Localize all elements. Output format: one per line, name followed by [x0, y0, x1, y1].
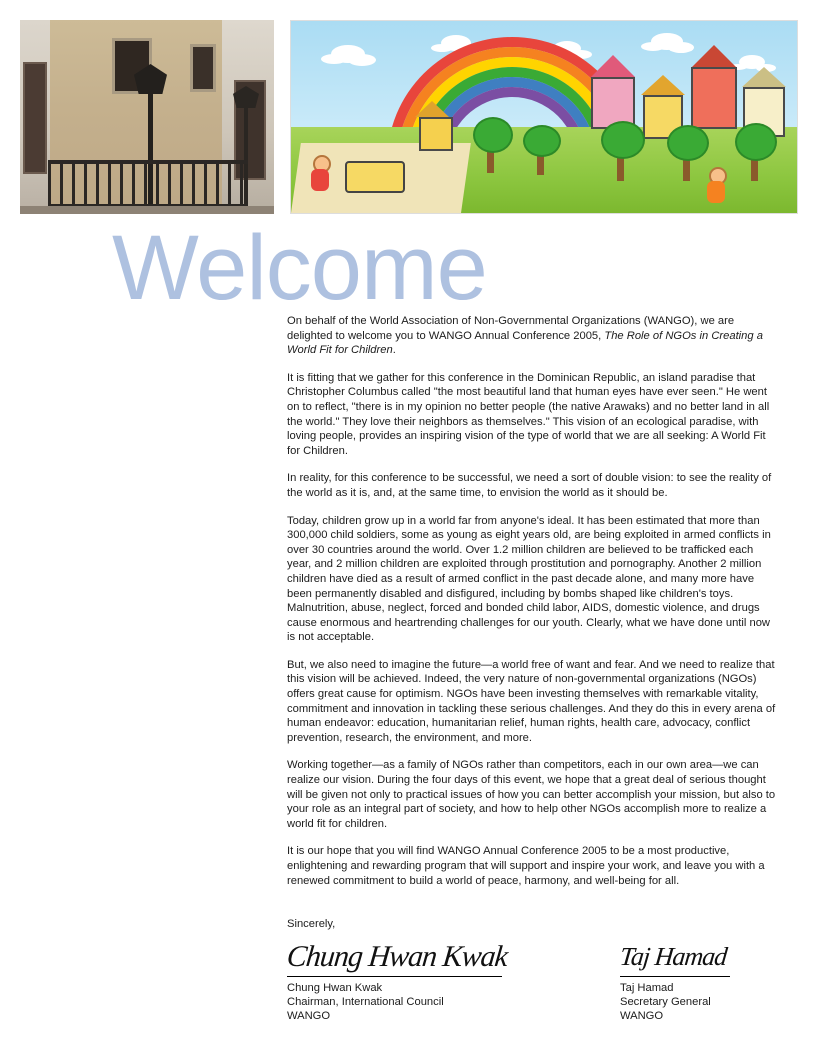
house-shape — [691, 67, 737, 129]
letter-body — [287, 314, 779, 901]
tree-icon — [601, 121, 645, 159]
signatory-organization: WANGO — [620, 1010, 664, 1022]
roof-shape — [591, 55, 635, 77]
roof-shape — [742, 67, 786, 87]
header-image-row — [20, 20, 798, 214]
signatory-organization: WANGO — [287, 1010, 331, 1022]
signature-rule — [620, 976, 730, 977]
roof-shape — [415, 101, 449, 117]
paragraph-4: Today, children grow up in a world far from anyone's ideal. It has been estimated that more than 300,000 child soldiers, some as young as eight years old, are being exploited in armed conflicts in over 30 countries around the world. Over 1.2 million children are believed to be trafficked each year, and 2 million children are exploited through prostitution and pornography. Another 2 million children have died as a result of armed conflict in the past decade alone, and many more have been permanently disabled and disfigured, including by bombs shaped like children's toys. Malnutrition, abuse, neglect, forced and bonded child labor, AIDS, domestic violence, and drugs cause enormous and heartrending challenges for our youth. Clearly, what we have done until now is not acceptable. — [287, 514, 771, 644]
paragraph-1-text: On behalf of the World Association of Non-Governmental Organizations (WANGO), we are delighted to welcome you to WANGO Annual Conference 2005, — [287, 315, 735, 342]
signature-block-secretary — [620, 940, 817, 1023]
signature-block-chairman — [287, 940, 517, 1023]
tree-icon — [735, 123, 777, 161]
signatory-name: Taj Hamad — [620, 982, 674, 994]
cloud-icon — [651, 33, 683, 50]
tree-icon — [473, 117, 513, 153]
signatory-role: Secretary General — [620, 996, 711, 1008]
page-title: Welcome — [112, 217, 487, 319]
photo-ground — [20, 206, 274, 214]
paragraph-3: In reality, for this conference to be successful, we need a sort of double vision: to see the reality of the world as it is, and, at the same time, to envision the world as it should be. — [287, 472, 772, 499]
paragraph-5: But, we also need to imagine the future—a world free of want and fear. And we need to realize that this vision will be achieved. Indeed, the very nature of non-governmental organizations (NGOs) offers great cause for optimism. NGOs have been investing themselves with remarkable vitality, commitment and innovation in tackling these serious challenges. And they do this in every arena of human endeavor: education, humanitarian relief, human rights, health care, advocacy, conflict prevention, research, the environment, and more. — [287, 658, 776, 744]
children-rainbow-drawing — [290, 20, 798, 214]
roof-shape — [692, 45, 736, 67]
photo-window-secondary — [190, 44, 216, 92]
signature-rule — [287, 976, 502, 977]
signature-mark: Chung Hwan Kwak — [285, 940, 509, 973]
tree-icon — [523, 125, 561, 157]
house-shape — [419, 117, 453, 151]
cloud-icon — [331, 45, 365, 63]
signatory-role: Chairman, International Council — [287, 996, 444, 1008]
paragraph-2: It is fitting that we gather for this conference in the Dominican Republic, an island paradise that Christopher Columbus called "the most beautiful land that human eyes have ever seen." He went on to reflect, "there is in my opinion no better people (the native Arawaks) and no better land in all the world." They love their neighbors as themselves." This vision of an ecological paradise, with loving people, provides an inspiring vision of the type of world that we are all seeking: A World Fit for Children. — [287, 371, 770, 457]
photo-left-doorway — [23, 62, 47, 174]
paragraph-6: Working together—as a family of NGOs rather than competitors, each in our own area—we can realize our vision. During the four days of this event, we hope that a great deal of serious thought will be given not only to practical issues of how you can better accomplish your mission, but also to your role as an integral part of society, and how to help other NGOs accomplish more to realize a world fit for children. — [287, 759, 776, 830]
paragraph-1-tail: . — [392, 344, 396, 357]
paragraph-7: It is our hope that you will find WANGO Annual Conference 2005 to be a most productive, enlightening and rewarding program that will support and inspire your work, and leave you with a renewed commitment to build a world of peace, harmony, and well-being for all. — [287, 845, 765, 887]
child-figure-body — [311, 169, 329, 191]
bus-shape — [345, 161, 405, 193]
photo-railing — [48, 160, 248, 208]
closing-salutation: Sincerely, — [287, 918, 336, 930]
tree-icon — [667, 125, 709, 161]
colonial-street-photo — [20, 20, 274, 214]
signature-mark: Taj Hamad — [618, 942, 728, 971]
roof-shape — [641, 75, 685, 95]
paragraph-1 — [287, 314, 779, 358]
child-figure-body — [707, 181, 725, 203]
signatory-name: Chung Hwan Kwak — [287, 982, 383, 994]
conference-theme-italic: The Role of NGOs in Creating a World Fit for Children — [287, 329, 763, 357]
